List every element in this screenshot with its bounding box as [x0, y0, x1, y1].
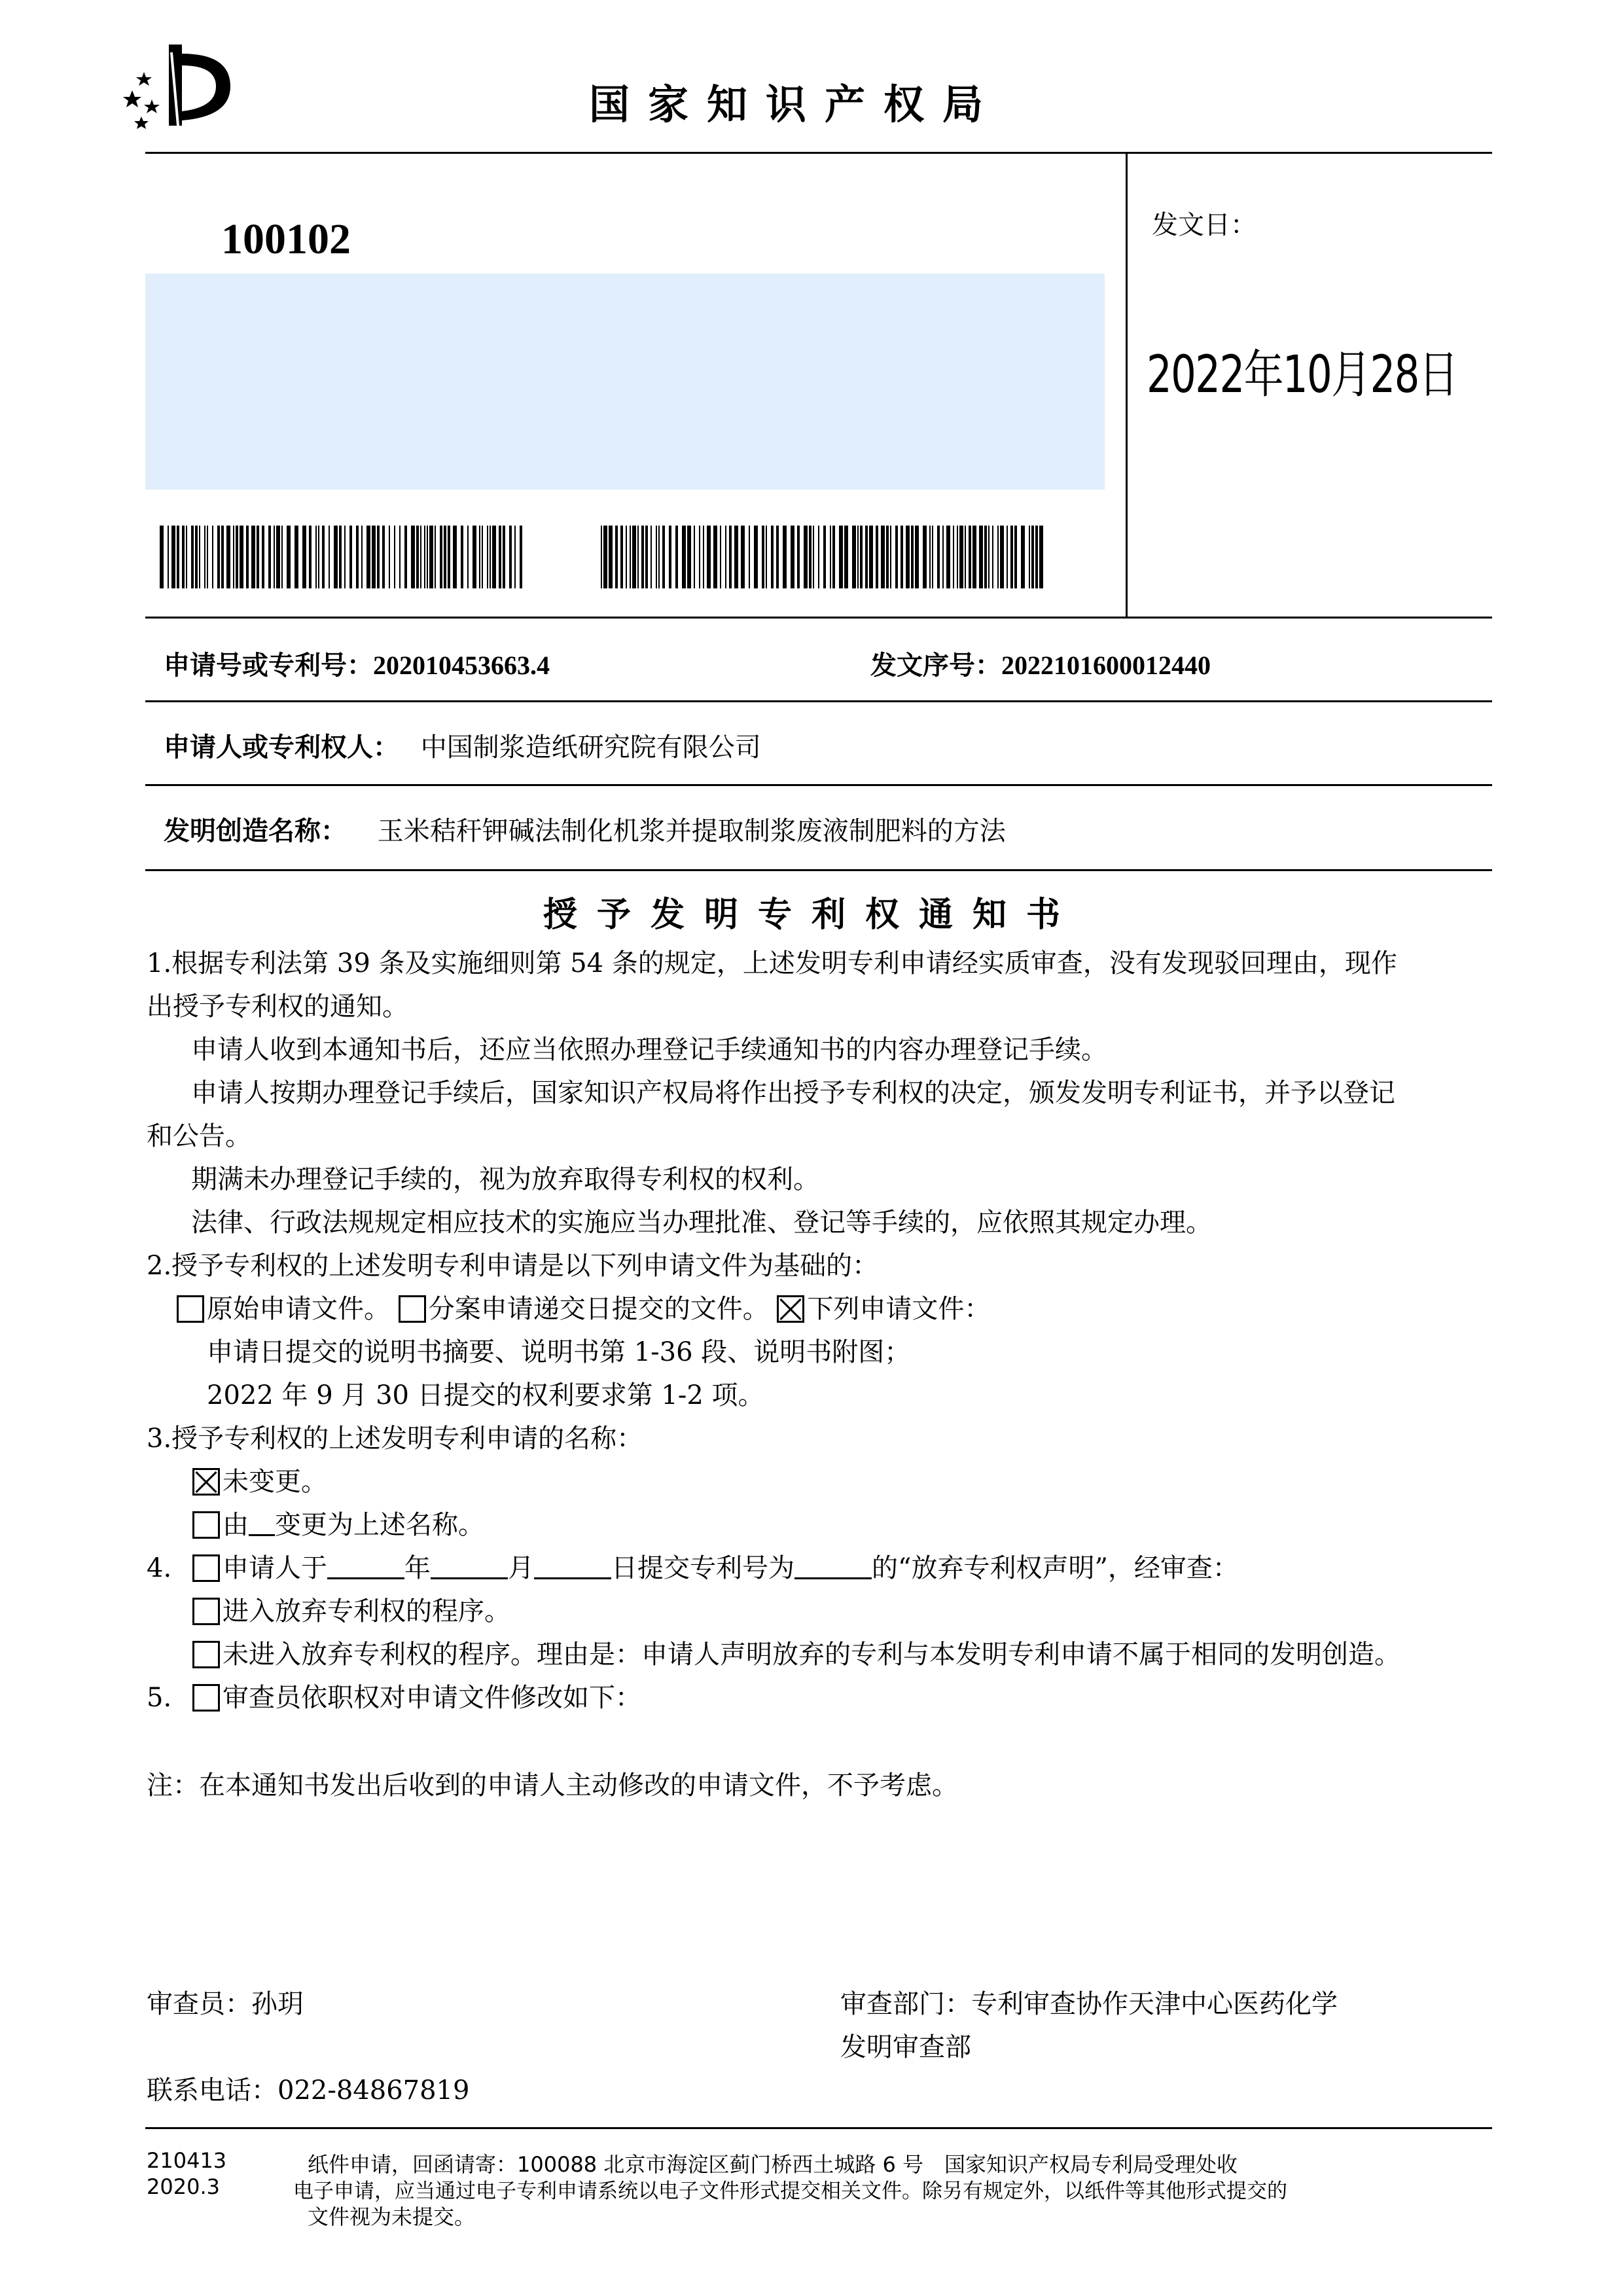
applicant-label: 申请人或专利权人： — [164, 732, 399, 762]
barcode-bar — [177, 526, 179, 588]
p2-opt2-label: 分案申请递交日提交的文件。 — [428, 1294, 769, 1324]
barcode-bar — [776, 526, 779, 588]
barcode-bar — [191, 526, 194, 588]
barcode-bar — [823, 526, 826, 588]
applicant-row — [164, 726, 761, 764]
p4-num: 4. — [147, 1553, 172, 1583]
barcode-bar — [865, 526, 868, 588]
barcode-bar — [168, 526, 169, 588]
barcode-bar — [339, 526, 342, 588]
barcode-bar — [186, 526, 187, 588]
invention-row — [164, 810, 1006, 848]
p2-line1: 2.授予专利权的上述发明专利申请是以下列申请文件为基础的： — [147, 1251, 879, 1281]
barcode-bar — [972, 526, 976, 588]
p4-t3: 月 — [508, 1553, 534, 1583]
p5-num: 5. — [147, 1683, 172, 1713]
document-number-row — [870, 645, 1211, 682]
barcode-bar — [734, 526, 738, 588]
barcode-bar — [1021, 526, 1025, 588]
invention-label: 发明创造名称： — [164, 816, 347, 846]
barcode-bar — [281, 526, 283, 588]
barcode-bar — [1029, 526, 1030, 588]
notice-title: 授予发明专利权通知书 — [543, 895, 1080, 935]
p4-t1: 申请人于 — [223, 1553, 327, 1583]
barcode-bar — [997, 526, 999, 588]
p1-line2: 出授予专利权的通知。 — [147, 992, 408, 1022]
barcode-bar — [641, 526, 644, 588]
barcode-bar — [675, 526, 678, 588]
barcode-bar — [276, 526, 280, 588]
barcode-bar — [603, 526, 607, 588]
barcode-bar — [965, 526, 966, 588]
barcode-bar — [204, 526, 205, 588]
barcode-bar — [626, 526, 627, 588]
barcode-bar — [771, 526, 774, 588]
barcode-bar — [356, 526, 359, 588]
footer-line2: 电子申请，应当通过电子专利申请系统以电子文件形式提交相关文件。除另有规定外，以纸件等其他形式提交的 — [293, 2179, 1287, 2203]
barcode-bar — [969, 526, 971, 588]
footer-rule — [145, 2127, 1492, 2129]
barcode-right — [601, 526, 1046, 588]
barcode-bar — [473, 526, 476, 588]
barcode-bar — [632, 526, 636, 588]
barcode-bar — [499, 526, 501, 588]
barcode-bar — [492, 526, 496, 588]
barcode-bar — [959, 526, 963, 588]
barcode-bar — [844, 526, 848, 588]
barcode-bar — [791, 526, 794, 588]
barcode-bar — [444, 526, 446, 588]
name-unchanged-checkbox[interactable] — [192, 1468, 220, 1496]
p3-opt2-post: 变更为上述名称。 — [275, 1510, 484, 1540]
barcode-bar — [876, 526, 878, 588]
barcode-bar — [448, 526, 450, 588]
header-rule — [145, 152, 1492, 154]
examiner-phone: 联系电话：022-84867819 — [147, 2075, 470, 2106]
barcode-bar — [207, 526, 208, 588]
barcode-bar — [424, 526, 425, 588]
barcode-bar — [703, 526, 704, 588]
p4-t5: 的“放弃专利权声明”，经审查： — [872, 1553, 1239, 1583]
barcode-bar — [361, 526, 363, 588]
p1-line5: 和公告。 — [147, 1121, 251, 1151]
barcode-bar — [662, 526, 665, 588]
cnipa-emblem-icon — [118, 39, 249, 131]
note: 注：在本通知书发出后收到的申请人主动修改的申请文件，不予考虑。 — [147, 1770, 958, 1801]
barcode-bar — [329, 526, 330, 588]
barcode-bar — [467, 526, 469, 588]
barcode-bar — [514, 526, 516, 588]
p4-row — [147, 1552, 1239, 1584]
footer-line3: 文件视为未提交。 — [308, 2204, 476, 2229]
barcode-bar — [707, 526, 711, 588]
barcode-bar — [729, 526, 732, 588]
barcode-bar — [349, 526, 352, 588]
barcode-bar — [233, 526, 234, 588]
barcode-bar — [240, 526, 243, 588]
app-no-label: 申请号或专利号： — [164, 650, 373, 681]
barcode-bar — [881, 526, 885, 588]
barcode-bar — [720, 526, 721, 588]
barcode-bar — [262, 526, 264, 588]
p4-t2: 年 — [404, 1553, 431, 1583]
barcode-bar — [1039, 526, 1043, 588]
barcode-bar — [274, 526, 275, 588]
year-blank[interactable] — [327, 1554, 404, 1579]
barcode-bar — [869, 526, 873, 588]
barcode-bar — [658, 526, 660, 588]
barcode-bar — [195, 526, 198, 588]
barcode-bar — [503, 526, 505, 588]
barcode-bar — [171, 526, 175, 588]
name-changed-checkbox[interactable] — [192, 1511, 220, 1539]
p3-line1: 3.授予专利权的上述发明专利申请的名称： — [147, 1424, 643, 1454]
org-name: 国家知识产权局 — [589, 81, 1002, 128]
barcode-bar — [682, 526, 686, 588]
barcode-bar — [901, 526, 903, 588]
barcode-bar — [416, 526, 419, 588]
p4-t4: 日提交专利号为 — [611, 1553, 794, 1583]
barcode-bar — [490, 526, 491, 588]
barcode-bar — [226, 526, 230, 588]
barcode-bar — [852, 526, 856, 588]
barcode-bar — [217, 526, 220, 588]
department-line1: 审查部门：专利审查协作天津中心医药化学 — [840, 1989, 1338, 2019]
postcode: 100102 — [221, 215, 351, 263]
p3-opt2-pre: 由 — [223, 1510, 249, 1540]
barcode-bar — [601, 526, 602, 588]
p2-line3: 申请日提交的说明书摘要、说明书第 1-36 段、说明书附图； — [207, 1337, 911, 1367]
barcode-bar — [377, 526, 380, 588]
barcode-bar — [609, 526, 613, 588]
row-rule-3 — [145, 784, 1492, 786]
barcode-bar — [797, 526, 800, 588]
old-name-blank[interactable] — [249, 1511, 275, 1536]
barcode-bar — [713, 526, 717, 588]
p2-opt1-label: 原始申请文件。 — [207, 1294, 390, 1324]
barcode-bar — [394, 526, 395, 588]
barcode-bar — [988, 526, 990, 588]
barcode-bar — [669, 526, 671, 588]
barcode-bar — [915, 526, 919, 588]
barcode-bar — [427, 526, 428, 588]
p4-opt2-row — [192, 1639, 1400, 1670]
barcode-bar — [857, 526, 859, 588]
doc-no-label: 发文序号： — [870, 650, 1001, 681]
barcode-bar — [766, 526, 767, 588]
barcode-bar — [1007, 526, 1008, 588]
row-rule-2 — [145, 700, 1492, 702]
date-value: 2022年10月28日 — [1147, 346, 1458, 404]
p5-text: 审查员依职权对申请文件修改如下： — [223, 1683, 641, 1713]
barcode-bar — [429, 526, 433, 588]
barcode-bar — [461, 526, 463, 588]
barcode-left — [160, 526, 526, 588]
barcode-bar — [1000, 526, 1004, 588]
month-blank[interactable] — [431, 1554, 508, 1579]
barcode-bar — [1014, 526, 1017, 588]
barcode-bar — [804, 526, 808, 588]
barcode-bar — [302, 526, 306, 588]
barcode-bar — [268, 526, 271, 588]
applicant-value: 中国制浆造纸研究院有限公司 — [420, 732, 761, 762]
p4-opt2-label: 未进入放弃专利权的程序。理由是：申请人声明放弃的专利与本发明专利申请不属于相同的发明创造。 — [223, 1640, 1400, 1670]
barcode-bar — [322, 526, 325, 588]
barcode-bar — [251, 526, 255, 588]
divisional-files-checkbox[interactable] — [399, 1295, 426, 1323]
form-code: 210413 — [147, 2148, 227, 2173]
barcode-bar — [344, 526, 346, 588]
day-blank[interactable] — [534, 1554, 611, 1579]
application-number-row — [164, 645, 550, 682]
barcode-bar — [992, 526, 993, 588]
barcode-bar — [1031, 526, 1034, 588]
barcode-bar — [645, 526, 648, 588]
p2-options-row — [177, 1293, 990, 1325]
barcode-bar — [694, 526, 695, 588]
barcode-bar — [334, 526, 338, 588]
barcode-bar — [620, 526, 623, 588]
barcode-bar — [886, 526, 889, 588]
barcode-bar — [246, 526, 249, 588]
barcode-bar — [420, 526, 421, 588]
abandon-not-entered-checkbox[interactable] — [192, 1641, 220, 1668]
barcode-bar — [399, 526, 401, 588]
barcode-bar — [520, 526, 522, 588]
barcode-bar — [637, 526, 639, 588]
barcode-bar — [830, 526, 831, 588]
barcode-bar — [382, 526, 385, 588]
p4-opt1-row — [192, 1596, 510, 1627]
barcode-bar — [860, 526, 863, 588]
barcode-bar — [615, 526, 618, 588]
barcode-bar — [509, 526, 512, 588]
barcode-bar — [911, 526, 914, 588]
barcode-bar — [953, 526, 954, 588]
address-block — [145, 274, 1105, 490]
barcode-bar — [839, 526, 843, 588]
barcode-bar — [984, 526, 987, 588]
barcode-bar — [687, 526, 691, 588]
barcode-bar — [783, 526, 787, 588]
barcode-bar — [287, 526, 291, 588]
barcode-bar — [236, 526, 238, 588]
barcode-bar — [435, 526, 436, 588]
footer-line1: 纸件申请，回函请寄：100088 北京市海淀区蓟门桥西土城路 6 号 国家知识产权局专利局受理处收 — [308, 2152, 1238, 2177]
original-files-checkbox[interactable] — [177, 1295, 204, 1323]
barcode-bar — [315, 526, 317, 588]
barcode-bar — [895, 526, 898, 588]
barcode-bar — [1035, 526, 1038, 588]
barcode-bar — [440, 526, 442, 588]
department-line2: 发明审查部 — [840, 2032, 971, 2062]
listed-files-checkbox[interactable] — [777, 1295, 804, 1323]
barcode-bar — [699, 526, 700, 588]
barcode-bar — [932, 526, 933, 588]
p4-opt1-label: 进入放弃专利权的程序。 — [223, 1596, 510, 1626]
p5-row — [147, 1682, 641, 1713]
barcode-bar — [366, 526, 370, 588]
barcode-bar — [656, 526, 657, 588]
row-rule-4 — [145, 869, 1492, 871]
barcode-bar — [957, 526, 958, 588]
barcode-bar — [182, 526, 185, 588]
barcode-bar — [890, 526, 891, 588]
barcode-bar — [946, 526, 950, 588]
barcode-bar — [309, 526, 312, 588]
p1-line1: 1.根据专利法第 39 条及实施细则第 54 条的规定，上述发明专利申请经实质审查，没有发现驳回理由，现作 — [147, 948, 1397, 978]
examiner-name: 审查员：孙玥 — [147, 1989, 304, 2019]
patent-number-blank[interactable] — [794, 1554, 872, 1579]
form-version: 2020.3 — [147, 2174, 220, 2199]
barcode-bar — [630, 526, 631, 588]
p2-line4: 2022 年 9 月 30 日提交的权利要求第 1-2 项。 — [207, 1380, 764, 1410]
p3-opt1-label: 未变更。 — [223, 1467, 327, 1497]
invention-value: 玉米秸秆钾碱法制化机浆并提取制浆废液制肥料的方法 — [377, 816, 1006, 846]
header-column-divider — [1126, 152, 1128, 617]
barcode-bar — [404, 526, 407, 588]
barcode-bar — [725, 526, 726, 588]
p2-opt3-label: 下列申请文件： — [807, 1294, 991, 1324]
p3-opt1-row — [192, 1466, 327, 1498]
barcode-bar — [749, 526, 750, 588]
barcode-bar — [929, 526, 931, 588]
barcode-bar — [221, 526, 224, 588]
barcode-bar — [257, 526, 259, 588]
barcode-bar — [937, 526, 940, 588]
doc-no-value: 2022101600012440 — [1001, 651, 1211, 680]
barcode-bar — [479, 526, 480, 588]
examiner-amendment-checkbox[interactable] — [192, 1684, 220, 1712]
p1-line3: 申请人收到本通知书后，还应当依照办理登记手续通知书的内容办理登记手续。 — [191, 1035, 1107, 1065]
barcode-bar — [942, 526, 944, 588]
barcode-bar — [160, 526, 164, 588]
barcode-bar — [923, 526, 927, 588]
p1-line6: 期满未办理登记手续的，视为放弃取得专利权的权利。 — [191, 1164, 819, 1194]
barcode-bar — [832, 526, 835, 588]
barcode-bar — [482, 526, 483, 588]
barcode-bar — [453, 526, 457, 588]
barcode-bar — [906, 526, 910, 588]
barcode-bar — [651, 526, 652, 588]
p1-line7: 法律、行政法规规定相应技术的实施应当办理批准、登记等手续的，应依照其规定办理。 — [191, 1208, 1212, 1238]
barcode-bar — [754, 526, 758, 588]
barcode-bar — [212, 526, 213, 588]
abandon-entered-checkbox[interactable] — [192, 1598, 220, 1625]
barcode-bar — [318, 526, 319, 588]
barcode-bar — [813, 526, 814, 588]
barcode-bar — [389, 526, 390, 588]
barcode-bar — [487, 526, 488, 588]
barcode-bar — [1010, 526, 1013, 588]
barcode-bar — [741, 526, 745, 588]
date-label: 发文日： — [1152, 210, 1257, 240]
abandon-declaration-checkbox[interactable] — [192, 1554, 220, 1582]
app-no-value: 202010453663.4 — [373, 651, 550, 680]
barcode-bar — [411, 526, 415, 588]
barcode-bar — [199, 526, 200, 588]
barcode-bar — [809, 526, 812, 588]
p1-line4: 申请人按期办理登记手续后，国家知识产权局将作出授予专利权的决定，颁发发明专利证书，并予以登记 — [191, 1078, 1395, 1108]
barcode-bar — [818, 526, 819, 588]
barcode-bar — [979, 526, 983, 588]
row-rule-1 — [145, 617, 1492, 619]
p3-opt2-row — [192, 1509, 484, 1541]
barcode-bar — [372, 526, 376, 588]
barcode-bar — [762, 526, 764, 588]
barcode-bar — [294, 526, 298, 588]
